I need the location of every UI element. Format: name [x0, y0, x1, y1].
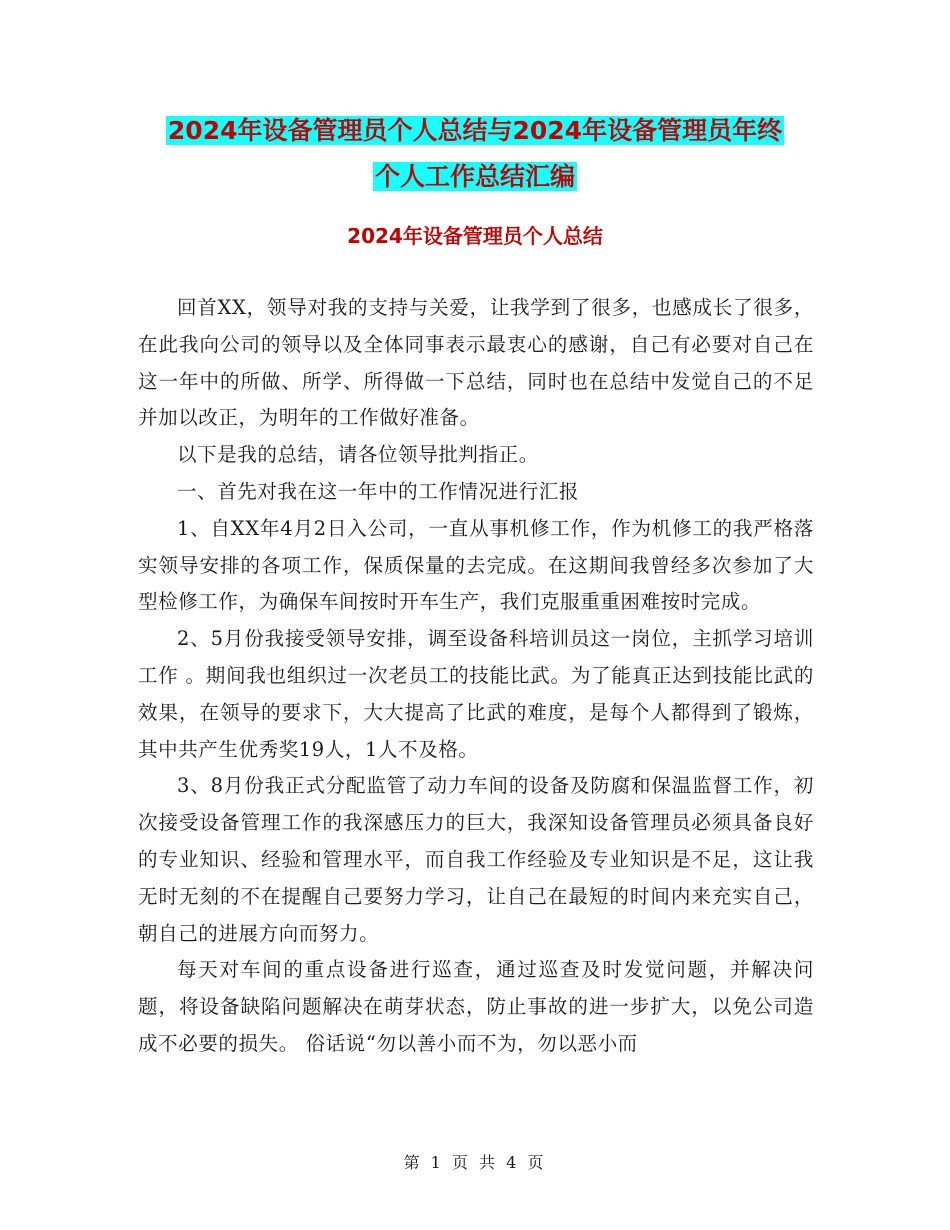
paragraph-4: 1、自XX年4月2日入公司，一直从事机修工作，作为机修工的我严格落实领导安排的各项工作，保质保量的去完成。在这期间我曾经多次参加了大型检修工作，为确保车间按时开车生产，我们克服重重困难按时完成。	[138, 516, 814, 614]
paragraph-5: 2、5月份我接受领导安排，调至设备科培训员这一岗位，主抓学习培训工作 。期间我也组织过一次老员工的技能比武。为了能真正达到技能比武的效果，在领导的要求下，大大提高了比武的难度，是每个人都得到了锻炼，其中共产生优秀奖19人，1人不及格。	[138, 627, 814, 761]
paragraph-3: 一、首先对我在这一年中的工作情况进行汇报	[177, 479, 580, 503]
document-body	[138, 290, 814, 1063]
paragraph-7: 每天对车间的重点设备进行巡查，通过巡查及时发觉问题，并解决问题，将设备缺陷问题解决在萌芽状态，防止事故的进一步扩大，以免公司造成不必要的损失。 俗话说“勿以善小而不为，勿以恶小而	[138, 958, 814, 1055]
section-title: 2024年设备管理员个人总结	[347, 224, 603, 248]
document-title-line-1: 2024年设备管理员个人总结与2024年设备管理员年终	[167, 116, 783, 145]
paragraph-6: 3、8月份我正式分配监管了动力车间的设备及防腐和保温监督工作，初次接受设备管理工作的我深感压力的巨大，我深知设备管理员必须具备良好的专业知识、经验和管理水平，而自我工作经验及专业知识是不足，这让我无时无刻的不在提醒自己要努力学习，让自己在最短的时间内来充实自己，朝自己的进展方向而努力。	[138, 774, 814, 945]
document-title-line-2: 个人工作总结汇编	[374, 162, 575, 191]
document-title	[0, 108, 950, 200]
paragraph-1: 回首XX，领导对我的支持与关爱，让我学到了很多，也感成长了很多，在此我向公司的领导以及全体同事表示最衷心的感谢，自己有必要对自己在这一年中的所做、所学、所得做一下总结，同时也在总结中发觉自己的不足并加以改正，为明年的工作做好准备。	[138, 296, 814, 430]
page-footer: 第 1 页 共 4 页	[403, 1153, 547, 1172]
paragraph-2: 以下是我的总结，请各位领导批判指正。	[177, 443, 539, 467]
